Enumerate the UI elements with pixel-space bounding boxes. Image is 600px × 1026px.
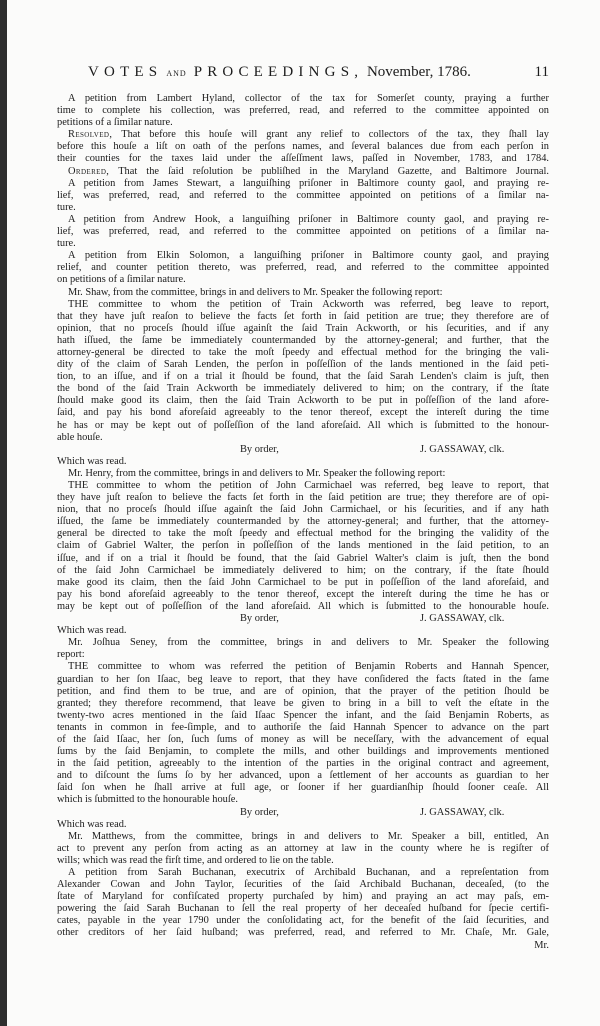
- text-line: time to complete his collection, was preferred, read, and referred to the committee appointed on: [57, 105, 549, 117]
- text-line: on petitions of a ſimilar nature.: [57, 274, 186, 286]
- text-line: iſſued, the ſame be immediately countermanded by the attorney-general; and further, that the attorney-: [57, 516, 549, 528]
- text-line: ſhould make good its claim, then the ſaid Train Ackworth to be put in poſſeſſion of the land afore-: [57, 395, 549, 407]
- text-line: make good its claim, then the ſaid John Carmichael to be put in poſſeſſion of the land aforeſaid, and: [57, 576, 549, 588]
- text-line: tion, to an iſſue, and if on a trial it ſhould be found, that the ſaid Sarah Lenden's claim is juſt, then: [57, 371, 549, 383]
- text-line: Which was read.: [57, 818, 127, 830]
- text-line: before this houſe a liſt on oath of the perſons names, and ſeveral balances due from each perſon in: [57, 141, 549, 153]
- text-line: granted; they therefore recommend, that leave be given to bring in a bill to veſt the eſtate in the: [57, 697, 549, 709]
- text-line: in the ſaid petition, agreeably to the intention of the parties in the original contract and agreement,: [57, 758, 549, 770]
- text-line: wills; which was read the firſt time, and ordered to lie on the table.: [57, 854, 334, 866]
- header-proceedings: PROCEEDINGS,: [193, 64, 364, 80]
- text-line: report:: [57, 649, 85, 661]
- catchword: Mr.: [534, 939, 549, 951]
- text-line: ture.: [57, 238, 76, 250]
- text-line: and to diſcount the ſums ſo by her advanced, upon a ſettlement of her accounts as guardian to her: [57, 770, 549, 782]
- text-line: of the ſaid John Carmichael be immediately delivered to him; on the contrary, if the ſtate ſhould: [57, 564, 549, 576]
- text-line: act to prevent any perſon from acting as an attorney at law in the county where he is regiſter of: [57, 842, 549, 854]
- text-line: Mr. Henry, from the committee, brings in and delivers to Mr. Speaker the following report:: [68, 467, 446, 479]
- text-line: able houſe.: [57, 431, 103, 443]
- text-line: pay his bond aforeſaid agreeably to the tenor thereof, except the intereſt during the time he has or: [57, 588, 549, 600]
- text-line: THE committee to whom the petition of Train Ackworth was referred, beg leave to report,: [68, 298, 549, 310]
- text-line: A petition from Andrew Hook, a languiſhing priſoner in Baltimore county gaol, and praying re-: [68, 213, 549, 225]
- ordered-label: Ordered,: [68, 165, 110, 177]
- text-line: petition, and find them to be true, and are of opinion, that the prayer of the petition ſhould be: [57, 685, 549, 697]
- clerk-name: J. GASSAWAY, clk.: [420, 613, 505, 625]
- text-line: powering the ſaid Sarah Buchanan to ſell the real property of her deceaſed huſband for ſpecie certifi-: [57, 903, 549, 915]
- text-line: petitions of a ſimilar nature.: [57, 117, 173, 129]
- text-line: Alexander Cowan and John Taylor, ſecurities of the ſaid Archibald Buchanan, deceaſed, (to the: [57, 879, 549, 891]
- resolved-label: Resolved,: [68, 129, 113, 141]
- page-number: 11: [534, 64, 549, 80]
- text-line: A petition from Sarah Buchanan, executrix of Archibald Buchanan, and a repreſentation from: [68, 867, 549, 878]
- scan-edge: [0, 0, 7, 1026]
- running-header: [88, 64, 549, 84]
- text-line: which is ſubmitted to the honourable houſe.: [57, 794, 238, 806]
- text-line: THE committee to whom was referred the petition of Benjamin Roberts and Hannah Spencer,: [68, 661, 549, 673]
- text-line: opinion, that no proceſs ſhould iſſue againſt the ſaid Train Ackworth, or his ſecurities, and if any: [57, 322, 549, 334]
- text-line: cates, payable in the year 1790 under the conſolidating act, for the benefit of the ſaid ſecurities, and: [57, 915, 549, 927]
- text-line: A petition from Elkin Solomon, a languiſhing priſoner in Baltimore county gaol, and praying: [68, 250, 549, 262]
- text-line: Which was read.: [57, 455, 127, 467]
- text-line: [57, 129, 549, 141]
- text-line: dity of the claim of Sarah Lenden, the perſon in poſſeſſion of the lands mentioned in the ſaid peti-: [57, 359, 549, 371]
- text-line: A petition from Lambert Hyland, collector of the tax for Somerſet county, praying a further: [68, 93, 549, 104]
- text-line: that they have juſt reaſon to believe the facts ſet forth in ſaid petition are true; they therefore are of: [57, 310, 549, 322]
- text-line: they have juſt reaſon to believe the facts ſet forth in the ſaid petition are true; they therefore are of opi-: [57, 492, 549, 504]
- text-line: THE committee to whom the petition of John Carmichael was referred, beg leave to report, that: [68, 480, 549, 491]
- text-line: tenants in common in fee-ſimple, and to authoriſe the ſaid Hannah Spencer to advance on the part: [57, 721, 549, 733]
- text-line: claim of Gabriel Walter, the perſon in poſſeſſion of the lands mentioned in the ſaid petition, to an: [57, 540, 549, 552]
- text-line: [57, 166, 549, 178]
- text-line: ſaid ſon when he ſhall arrive at full age, or ſooner if her guardianſhip ſhould ſooner ceaſe. All: [57, 782, 549, 794]
- text-line: ture.: [57, 201, 76, 213]
- text-line: Mr. Shaw, from the committee, brings in and delivers to Mr. Speaker the following report:: [68, 286, 443, 298]
- text-line: relief, and counter petition thereto, was preferred, read, and referred to the committee appointed: [57, 262, 549, 274]
- text-line: general be directed to take the moſt ſpeedy and effectual method for the bringing the validity of the: [57, 528, 549, 540]
- text-line: ſums by the ſaid Benjamin, to complete the mills, and other buildings and improvements mentioned: [57, 746, 549, 758]
- text-line: may be kept out of poſſeſſion of the land aforeſaid. All which is ſubmitted to the honourable houſe.: [57, 600, 549, 612]
- header-date: November, 1786.: [366, 64, 471, 80]
- text-line: A petition from James Stewart, a languiſhing priſoner in Baltimore county gaol, and praying re-: [68, 177, 549, 189]
- by-order: By order,: [240, 806, 279, 818]
- signature-line: [57, 444, 549, 456]
- text-line: guardian to her ſon Iſaac, beg leave to report, that they have conſidered the facts ſtated in the ſame: [57, 673, 549, 685]
- text-line: lief, was preferred, read, and referred to the committee appointed on petitions of a ſimilar na-: [57, 189, 549, 201]
- clerk-name: J. GASSAWAY, clk.: [420, 443, 505, 455]
- by-order: By order,: [240, 443, 279, 455]
- signature-line: [57, 613, 549, 625]
- header-votes: VOTES: [88, 64, 163, 80]
- order-text: That the ſaid reſolution be publiſhed in the Maryland Gazette, and Baltimore Journal.: [118, 165, 549, 177]
- text-line: ſaid, and pay his bond aforeſaid agreeably to the tenor thereof, except the intereſt during the time: [57, 407, 549, 419]
- text-line: their counties for the taxes laid under the aſſeſſment laws, paſſed in November, 1783, and 1784.: [57, 153, 549, 165]
- text-line: other creditors of her ſaid huſband; was preferred, read, and referred to Mr. Chaſe, Mr. Gale,: [57, 927, 549, 939]
- text-line: Mr. Matthews, from the committee, brings in and delivers to Mr. Speaker a bill, entitled, An: [68, 830, 549, 842]
- text-line: twenty-two acres mentioned in the ſaid Iſaac Spencer the infant, and the ſaid Benjamin Roberts, as: [57, 709, 549, 721]
- text-line: ſtate of Maryland for confiſcated property purchaſed by him) and praying an act may paſs, em-: [57, 891, 549, 903]
- text-line: iſſue, and if on a trial it ſhould be found, that the ſaid Gabriel Walter's claim is juſt, then the bond: [57, 552, 549, 564]
- text-line: Mr. Joſhua Seney, from the committee, brings in and delivers to Mr. Speaker the following: [68, 637, 549, 649]
- clerk-name: J. GASSAWAY, clk.: [420, 806, 505, 818]
- signature-line: [57, 807, 549, 819]
- by-order: By order,: [240, 613, 279, 625]
- text-line: lief, was preferred, read, and referred to the committee appointed on petitions of a ſimilar na-: [57, 226, 549, 238]
- text-line: attorney-general be directed to take the moſt ſpeedy and effectual method for the bringing the vali-: [57, 346, 549, 358]
- text-line: Which was read.: [57, 625, 127, 637]
- header-and: and: [166, 67, 187, 79]
- text-line: the bond of the ſaid Train Ackworth be immediately delivered to him; on the contrary, if the ſtate: [57, 383, 549, 395]
- text-line: of the ſaid Iſaac, her ſon, ſuch ſums of money as will be neceſſary, with the advancement of equal: [57, 733, 549, 745]
- resolution-text: That before this houſe will grant any relief to collectors of the tax, they ſhall lay: [121, 129, 549, 141]
- text-line: he has or may be kept out of poſſeſſion of the land aforeſaid. All which is ſubmitted to the honour-: [57, 419, 549, 431]
- text-line: hath iſſued, the ſame be immediately countermanded by the attorney-general; and further, that the: [57, 334, 549, 346]
- text-line: nion, that no proceſs ſhould iſſue againſt the ſaid John Carmichael, or his ſecurities, and if any hath: [57, 504, 549, 516]
- page-body: [57, 93, 549, 952]
